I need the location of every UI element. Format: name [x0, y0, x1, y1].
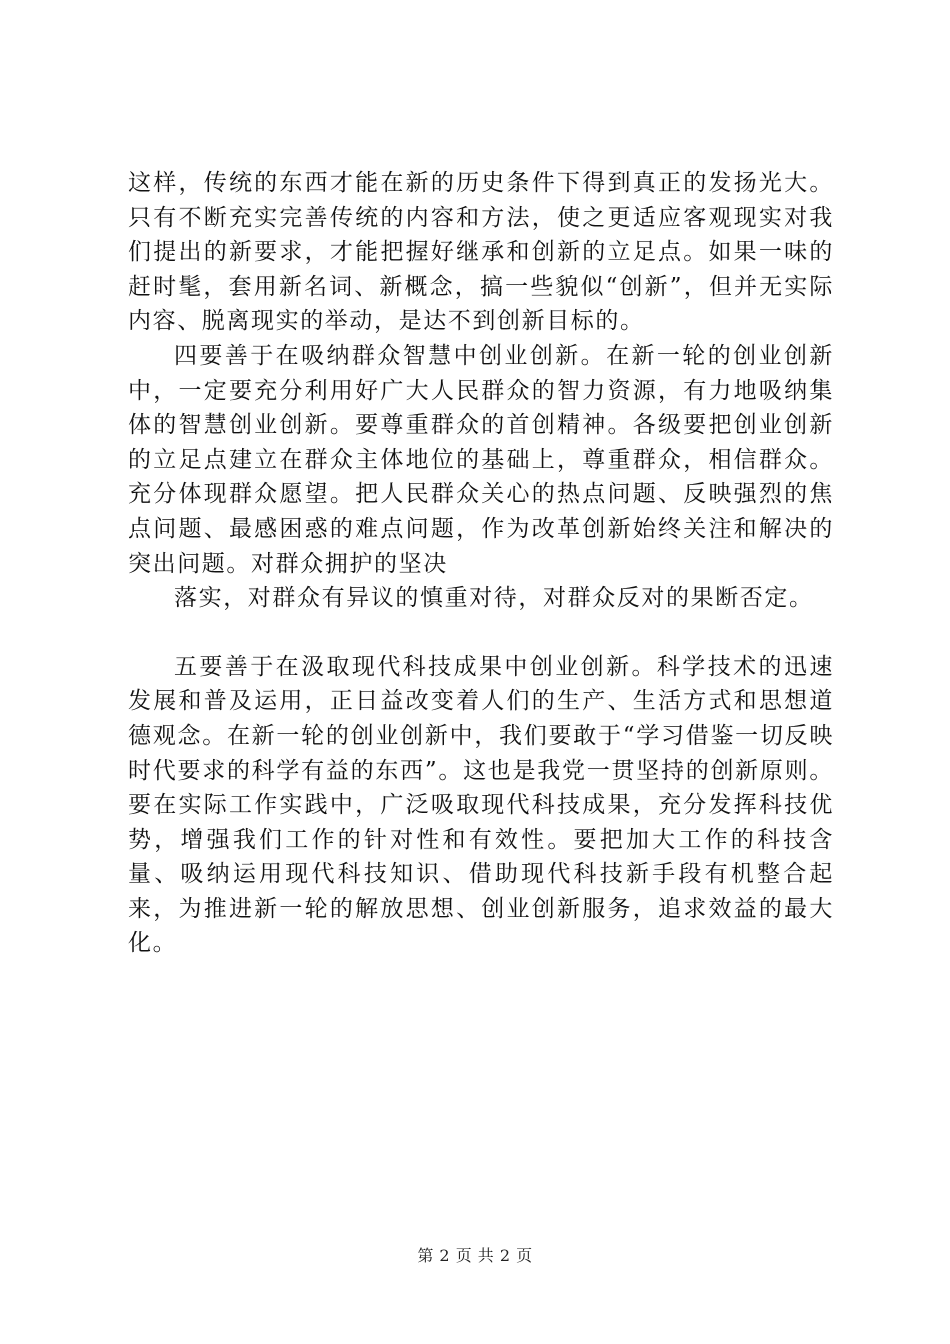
paragraph-point-five: 五要善于在汲取现代科技成果中创业创新。科学技术的迅速发展和普及运用，正日益改变着人们的生产、生活方式和思想道德观念。在新一轮的创业创新中，我们要敢于“学习借鉴一切反映时代要求的科学有益的东西”。这也是我党一贯坚持的创新原则。要在实际工作实践中，广泛吸取现代科技成果，充分发挥科技优势，增强我们工作的针对性和有效性。要把加大工作的科技含量、吸纳运用现代科技知识、借助现代科技新手段有机整合起来，为推进新一轮的解放思想、创业创新服务，追求效益的最大化。 [128, 653, 834, 957]
paragraph-point-four: 四要善于在吸纳群众智慧中创业创新。在新一轮的创业创新中，一定要充分利用好广大人民群众的智力资源，有力地吸纳集体的智慧创业创新。要尊重群众的首创精神。各级要把创业创新的立足点建立在群众主体地位的基础上，尊重群众，相信群众。充分体现群众愿望。把人民群众关心的热点问题、反映强烈的焦点问题、最感困惑的难点问题，作为改革创新始终关注和解决的突出问题。对群众拥护的坚决 [128, 342, 834, 577]
paragraph-point-four-continuation: 落实，对群众有异议的慎重对待，对群众反对的果断否定。 [174, 585, 814, 612]
page-number-footer: 第 2 页 共 2 页 [417, 1246, 533, 1265]
paragraph-continuation: 这样，传统的东西才能在新的历史条件下得到真正的发扬光大。只有不断充实完善传统的内容和方法，使之更适应客观现实对我们提出的新要求，才能把握好继承和创新的立足点。如果一味的赶时髦，套用新名词、新概念，搞一些貌似“创新”，但并无实际内容、脱离现实的举动，是达不到创新目标的。 [128, 170, 834, 335]
document-body [128, 166, 834, 961]
